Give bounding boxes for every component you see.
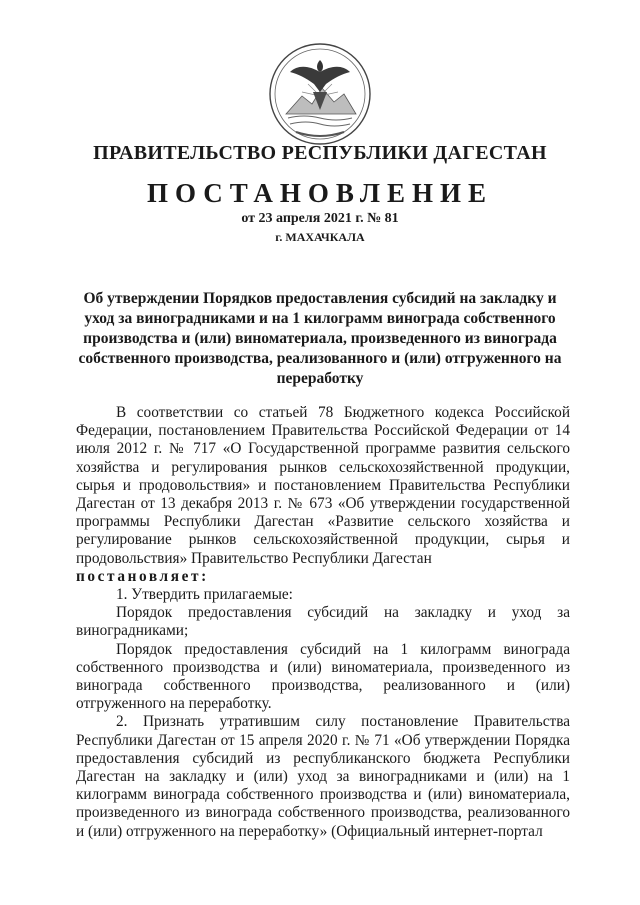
document-type-title: ПОСТАНОВЛЕНИЕ [146,178,494,208]
item-1b: Порядок предоставления субсидий на 1 килограмм винограда собственного производства и (или) виноматериала, произведенного из винограда собственного производства, реализованного и (или) отгруженного на переработку. [76,640,570,713]
decides-word [76,568,570,586]
decree-body [76,404,570,841]
item-1: 1. Утвердить прилагаемые: [116,586,293,604]
decides-label: постановляет: [76,567,209,585]
decree-subject: Об утверждении Порядков предоставления субсидий на закладку и уход за виноградниками и на 1 килограмм винограда собственного производства и (или) виноматериала, произведенного из винограда собственного производства, реализованного и (или) отгруженного на переработку [78,290,562,387]
intro-paragraph: В соответствии со статьей 78 Бюджетного кодекса Российской Федерации, постановлением Правительства Российской Федерации от 14 июля 2012 г. № 717 «О Государственной программе развития сельского хозяйства и регулирования рынков сельскохозяйственной продукции, сырья и продовольствия» и постановлением Правительства Республики Дагестан от 13 декабря 2013 г. № 673 «Об утверждении государственной программы Республики Дагестан «Развитие сельского хозяйства и регулирование рынков сельскохозяйственной продукции, сырья и продовольствия» Правительство Республики Дагестан [76,404,570,567]
item-2: 2. Признать утратившим силу постановление Правительства Республики Дагестан от 15 апреля 2020 г. № 71 «Об утверждении Порядка предоставления субсидий из республиканского бюджета Республики Дагестан на закладку и (или) уход за виноградниками и (или) на 1 килограмм винограда собственного производства и (или) виноматериала, произведенного из винограда собственного производства, реализованного и (или) отгруженного на переработку» (Официальный интернет-портал [76,713,570,840]
decree-date-number: от 23 апреля 2021 г. № 81 [241,211,399,226]
item-1a: Порядок предоставления субсидий на закладку и уход за виноградниками; [76,604,570,640]
government-title: ПРАВИТЕЛЬСТВО РЕСПУБЛИКИ ДАГЕСТАН [93,142,547,164]
decree-city: г. МАХАЧКАЛА [275,230,365,244]
dagestan-coat-of-arms-icon [266,40,374,148]
